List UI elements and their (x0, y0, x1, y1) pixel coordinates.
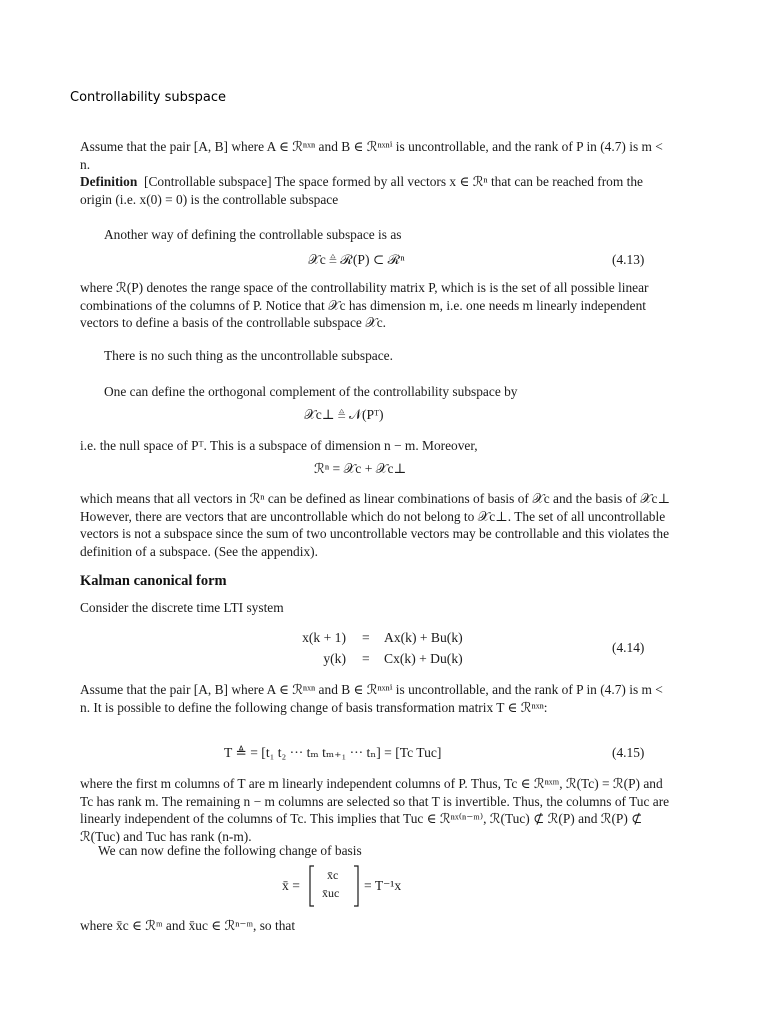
equation-4-15: T ≜ = [t₁ t₂ ··· tₘ tₘ₊₁ ··· tₙ] = [Tc Tuc] (224, 745, 442, 760)
paragraph-so-that: where x̄c ∈ ℛᵐ and x̄uc ∈ ℛⁿ⁻ᵐ, so that (80, 918, 296, 933)
definition-label: Definition (80, 174, 138, 189)
paragraph-another-way: Another way of defining the controllable subspace is as (104, 227, 402, 242)
eq-basis-top: x̄c (327, 868, 339, 882)
paragraph-null-space: i.e. the null space of Pᵀ. This is a subspace of dimension n − m. Moreover, (80, 438, 478, 453)
eq-4-14-rhs-2: Cx(k) + Du(k) (384, 651, 463, 666)
equation-4-13: 𝒳c ≜ ℛ(P) ⊂ ℛⁿ (308, 252, 405, 267)
document-heading: Controllability subspace (70, 90, 226, 105)
equation-number-4-15: (4.15) (612, 745, 645, 760)
eq-basis-lhs: x̄ = (282, 878, 300, 893)
definition-text: [Controllable subspace] The space formed by all vectors x ∈ ℛⁿ that can be reached from the origin (i.e. x(0) = 0) is the controllable subspace (80, 174, 644, 207)
paragraph-assumption: Assume that the pair [A, B] where A ∈ ℛⁿˣⁿ and B ∈ ℛⁿˣⁿⁱ is uncontrollable, and the rank of P in (4.7) is m < n. (80, 139, 663, 172)
definition-paragraph (80, 173, 676, 208)
eq-4-14-lhs-2: y(k) (323, 651, 346, 666)
paragraph-range-space: where ℛ(P) denotes the range space of the controllability matrix P, which is is the set of all possible linear combinations of the columns of P. Notice that 𝒳c has dimension m, i.e. one needs m linearly independent vectors to define a basis of the controllable subspace 𝒳c. (80, 280, 649, 330)
paragraph-first-m-columns: where the first m columns of T are m linearly independent columns of P. Thus, Tc ∈ ℛⁿˣᵐ, ℛ(Tc) = ℛ(P) and Tc has rank m. The remaining n − m columns are selected so that T is invertible. Thus, the columns of Tuc are linearly independent of the columns of Tc. This implies that Tuc ∈ ℛⁿˣ⁽ⁿ⁻ᵐ⁾, ℛ(Tuc) ⊄ ℛ(P) and ℛ(P) ⊄ ℛ(Tuc) and Tuc has rank (n-m). (80, 776, 670, 844)
eq-basis-bottom: x̄uc (322, 886, 340, 900)
eq-4-14-eq-1: = (362, 630, 370, 645)
equation-direct-sum: ℛⁿ = 𝒳c + 𝒳c⊥ (314, 461, 407, 476)
paragraph-define-change: We can now define the following change of basis (98, 843, 362, 858)
equation-orthogonal-complement: 𝒳c⊥ ≜ 𝒩(Pᵀ) (304, 407, 384, 422)
section-title-kalman: Kalman canonical form (80, 573, 227, 589)
paragraph-consider-system: Consider the discrete time LTI system (80, 600, 284, 615)
paragraph-orthogonal: One can define the orthogonal complement of the controllability subspace by (104, 384, 518, 399)
paragraph-change-of-basis-matrix: Assume that the pair [A, B] where A ∈ ℛⁿˣⁿ and B ∈ ℛⁿˣⁿⁱ is uncontrollable, and the rank of P in (4.7) is m < n. It is possible to define the following change of basis transformation matrix T ∈ ℛⁿˣⁿ: (80, 682, 663, 715)
paragraph-uncontrollable-vectors: which means that all vectors in ℛⁿ can be defined as linear combinations of basis of 𝒳c and the basis of 𝒳c⊥ However, there are vectors that are uncontrollable which do not belong to 𝒳c⊥. The set of all uncontrollable vectors is not a subspace since the sum of two uncontrollable vectors may be controllable and this violates the definition of a subspace. (See the appendix). (80, 491, 671, 559)
eq-4-14-eq-2: = (362, 651, 370, 666)
paragraph-no-uncontrollable: There is no such thing as the uncontrollable subspace. (104, 348, 393, 363)
equation-number-4-13: (4.13) (612, 252, 645, 267)
eq-4-14-rhs-1: Ax(k) + Bu(k) (384, 630, 463, 645)
equation-number-4-14: (4.14) (612, 640, 645, 655)
eq-basis-rhs: = T⁻¹x (364, 878, 402, 893)
eq-4-14-lhs-1: x(k + 1) (302, 630, 346, 645)
